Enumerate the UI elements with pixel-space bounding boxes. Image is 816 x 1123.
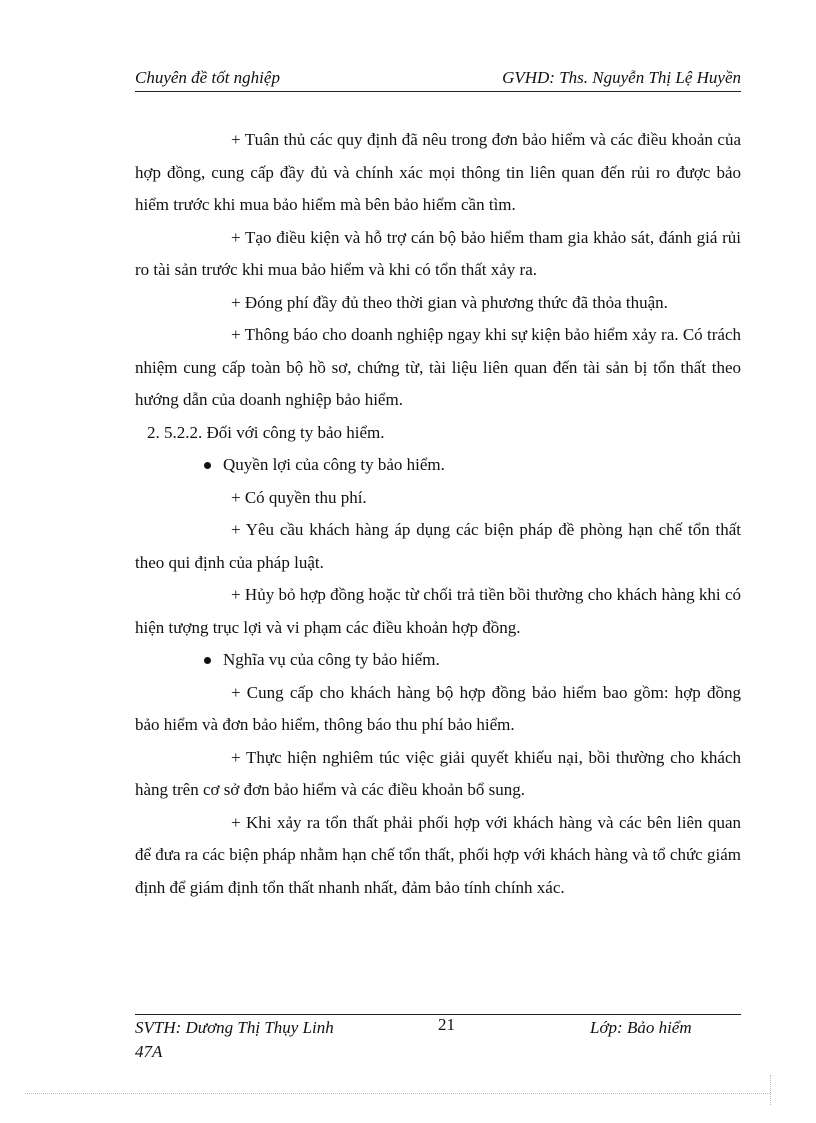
paragraph: + Thực hiện nghiêm túc việc giải quyết khiếu nại, bồi thường cho khách hàng trên cơ sở đơn bảo hiểm và các điều khoản bổ sung. [135,747,741,799]
paragraph: + Đóng phí đầy đủ theo thời gian và phương thức đã thỏa thuận. [231,292,668,312]
header-divider [135,91,741,92]
footer-class: Lớp: Bảo hiểm [590,1018,692,1037]
paragraph: + Tạo điều kiện và hỗ trợ cán bộ bảo hiểm tham gia khảo sát, đánh giá rủi ro tài sản trước khi mua bảo hiểm và khi có tổn thất xảy ra. [135,227,741,279]
header-title: Chuyên đề tốt nghiệp [135,68,280,87]
page-header [135,68,741,92]
bullet-icon [204,657,211,664]
footer-student-class: 47A [135,1042,163,1061]
paragraph: + Cung cấp cho khách hàng bộ hợp đồng bảo hiểm bao gồm: hợp đồng bảo hiểm và đơn bảo hiểm, thông báo thu phí bảo hiểm. [135,682,741,734]
body-text [135,124,741,904]
bullet-item [135,644,741,677]
paragraph: + Yêu cầu khách hàng áp dụng các biện pháp đề phòng hạn chế tổn thất theo qui định của pháp luật. [135,520,741,572]
header-advisor: GVHD: Ths. Nguyễn Thị Lệ Huyền [502,68,741,87]
page-border-bottom [25,1093,770,1094]
bullet-label: Quyền lợi của công ty bảo hiểm. [223,455,445,474]
paragraph: + Có quyền thu phí. [231,487,367,507]
footer-student: SVTH: Dương Thị Thụy Linh [135,1018,334,1037]
paragraph: + Khi xảy ra tổn thất phải phối hợp với khách hàng và các bên liên quan để đưa ra các biện pháp nhằm hạn chế tổn thất, phối hợp với khách hàng và tổ chức giám định để giám định tổn thất nhanh nhất, đảm bảo tính chính xác. [135,812,741,897]
page-border-right [770,1075,771,1105]
paragraph: + Thông báo cho doanh nghiệp ngay khi sự kiện bảo hiểm xảy ra. Có trách nhiệm cung cấp toàn bộ hồ sơ, chứng từ, tài liệu liên quan đến tài sản bị tổn thất theo hướng dẫn của doanh nghiệp bảo hiểm. [135,325,741,409]
bullet-item [135,449,741,482]
paragraph: + Hủy bỏ hợp đồng hoặc từ chối trả tiền bồi thường cho khách hàng khi có hiện tượng trục lợi và vi phạm các điều khoản hợp đồng. [135,585,741,637]
bullet-icon [204,462,211,469]
page-footer [135,1015,741,1068]
section-heading: 2. 5.2.2. Đối với công ty bảo hiểm. [147,422,385,442]
paragraph: + Tuân thủ các quy định đã nêu trong đơn bảo hiểm và các điều khoản của hợp đồng, cung cấp đầy đủ và chính xác mọi thông tin liên quan đến rủi ro được bảo hiểm trước khi mua bảo hiểm mà bên bảo hiểm cần tìm. [135,130,741,214]
page-number: 21 [438,1015,455,1034]
bullet-label: Nghĩa vụ của công ty bảo hiểm. [223,650,440,669]
